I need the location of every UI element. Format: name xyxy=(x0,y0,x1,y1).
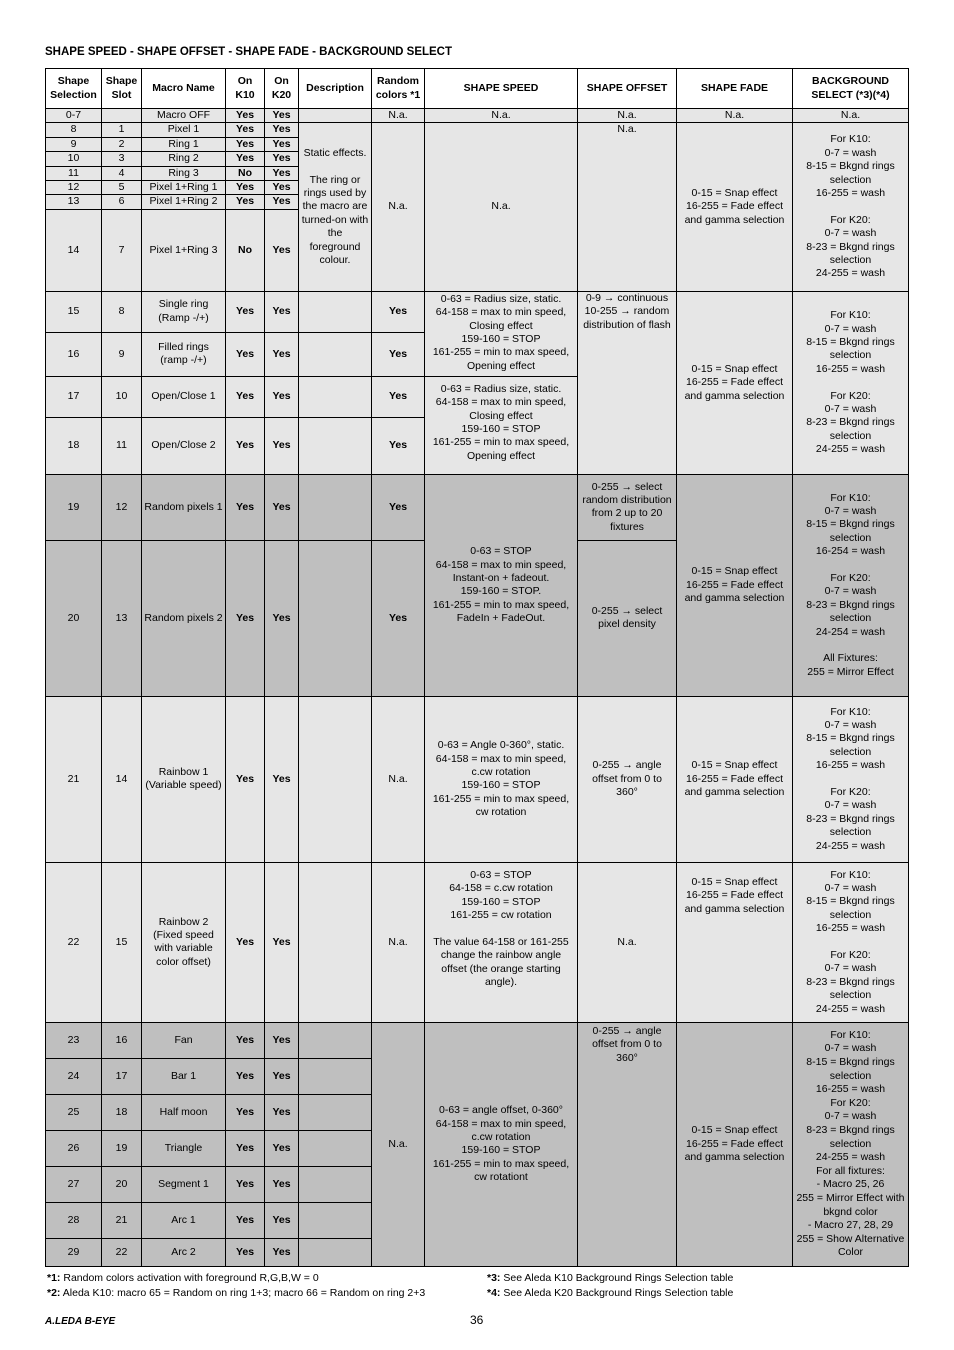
cell-selection: 22 xyxy=(46,862,102,1022)
footnote-text: See Aleda K10 Background Rings Selection table xyxy=(500,1272,734,1284)
cell-selection: 15 xyxy=(46,291,102,332)
cell-shape-fade: N.a. xyxy=(677,109,793,123)
cell-slot: 9 xyxy=(102,332,142,376)
cell-slot: 22 xyxy=(102,1238,142,1266)
cell-macro-name: Open/Close 1 xyxy=(142,376,226,417)
cell-shape-fade: 0-15 = Snap effect 16-255 = Fade effect and gamma selection xyxy=(677,291,793,474)
cell-selection: 19 xyxy=(46,474,102,540)
cell-random-colors: N.a. xyxy=(372,696,425,862)
cell-on-k10: Yes xyxy=(226,123,265,137)
cell-selection: 29 xyxy=(46,1238,102,1266)
cell-on-k20: Yes xyxy=(265,376,299,417)
cell-slot: 10 xyxy=(102,376,142,417)
cell-on-k20: Yes xyxy=(265,540,299,696)
table-row xyxy=(46,291,909,332)
footnote xyxy=(487,1271,733,1286)
cell-on-k10: Yes xyxy=(226,862,265,1022)
header-row xyxy=(46,69,909,109)
cell-shape-fade: 0-15 = Snap effect 16-255 = Fade effect and gamma selection xyxy=(677,123,793,291)
cell-selection: 14 xyxy=(46,209,102,291)
cell-slot: 5 xyxy=(102,181,142,195)
cell-random-colors: N.a. xyxy=(372,109,425,123)
cell-background: For K10: 0-7 = wash 8-15 = Bkgnd rings selection 16-254 = wash For K20: 0-7 = wash 8-23 = Bkgnd rings selection 24-254 = wash All Fixtures: 255 = Mirror Effect xyxy=(793,474,909,696)
cell-on-k20: Yes xyxy=(265,862,299,1022)
cell-slot: 15 xyxy=(102,862,142,1022)
cell-shape-offset: 0-255 → select random distribution from 2 up to 20 fixtures xyxy=(578,474,677,540)
cell-random-colors: N.a. xyxy=(372,1022,425,1266)
cell-slot xyxy=(102,109,142,123)
cell-macro-name: Ring 1 xyxy=(142,137,226,151)
cell-background: For K10: 0-7 = wash 8-15 = Bkgnd rings selection 16-255 = wash For K20: 0-7 = wash 8-23 = Bkgnd rings selection 24-255 = wash xyxy=(793,862,909,1022)
cell-on-k20: Yes xyxy=(265,1130,299,1166)
footnote xyxy=(487,1286,733,1301)
cell-slot: 17 xyxy=(102,1058,142,1094)
footnotes-right xyxy=(487,1271,733,1301)
table-row xyxy=(46,696,909,862)
cell-shape-speed: 0-63 = STOP 64-158 = max to min speed, Instant-on + fadeout. 159-160 = STOP. 161-255 = min to max speed, FadeIn + FadeOut. xyxy=(425,474,578,696)
cell-slot: 13 xyxy=(102,540,142,696)
shape-table xyxy=(45,68,909,1267)
cell-on-k10: Yes xyxy=(226,152,265,166)
cell-slot: 1 xyxy=(102,123,142,137)
cell-selection: 13 xyxy=(46,195,102,209)
cell-shape-offset: N.a. xyxy=(578,123,677,291)
cell-on-k10: Yes xyxy=(226,1238,265,1266)
cell-macro-name: Triangle xyxy=(142,1130,226,1166)
cell-on-k20: Yes xyxy=(265,195,299,209)
cell-shape-speed: 0-63 = Radius size, static. 64-158 = max to min speed, Closing effect 159-160 = STOP 161-255 = min to max speed, Opening effect xyxy=(425,291,578,376)
cell-shape-speed: 0-63 = Radius size, static. 64-158 = max to min speed, Closing effect 159-160 = STOP 161-255 = min to max speed, Opening effect xyxy=(425,376,578,474)
cell-on-k20: Yes xyxy=(265,1058,299,1094)
cell-selection: 28 xyxy=(46,1202,102,1238)
cell-shape-fade: 0-15 = Snap effect 16-255 = Fade effect and gamma selection xyxy=(677,696,793,862)
cell-macro-name: Half moon xyxy=(142,1094,226,1130)
cell-selection: 24 xyxy=(46,1058,102,1094)
cell-on-k20: Yes xyxy=(265,181,299,195)
table-row xyxy=(46,123,909,137)
cell-on-k20: Yes xyxy=(265,166,299,180)
header-cell: On K10 xyxy=(226,69,265,109)
cell-slot: 19 xyxy=(102,1130,142,1166)
cell-macro-name: Open/Close 2 xyxy=(142,417,226,474)
cell-selection: 11 xyxy=(46,166,102,180)
cell-slot: 12 xyxy=(102,474,142,540)
cell-background: For K10: 0-7 = wash 8-15 = Bkgnd rings selection 16-255 = wash For K20: 0-7 = wash 8-23 = Bkgnd rings selection 24-255 = wash For all fixtures: - Macro 25, 26 255 = Mirror Effect with bkgnd color - Macro 27, 28, 29 255 = Show Alternative Color xyxy=(793,1022,909,1266)
cell-description xyxy=(299,1058,372,1094)
cell-macro-name: Pixel 1 xyxy=(142,123,226,137)
cell-description xyxy=(299,1094,372,1130)
header-cell: SHAPE SPEED xyxy=(425,69,578,109)
cell-selection: 21 xyxy=(46,696,102,862)
cell-on-k10: Yes xyxy=(226,1094,265,1130)
cell-macro-name: Pixel 1+Ring 2 xyxy=(142,195,226,209)
footnote-text: See Aleda K20 Background Rings Selection table xyxy=(500,1287,734,1299)
cell-description xyxy=(299,474,372,540)
cell-on-k20: Yes xyxy=(265,474,299,540)
cell-selection: 10 xyxy=(46,152,102,166)
cell-on-k20: Yes xyxy=(265,1238,299,1266)
cell-slot: 14 xyxy=(102,696,142,862)
cell-selection: 25 xyxy=(46,1094,102,1130)
header-cell: Shape Selection xyxy=(46,69,102,109)
cell-selection: 26 xyxy=(46,1130,102,1166)
cell-on-k20: Yes xyxy=(265,209,299,291)
cell-on-k10: Yes xyxy=(226,109,265,123)
cell-slot: 16 xyxy=(102,1022,142,1058)
cell-slot: 18 xyxy=(102,1094,142,1130)
cell-random-colors: Yes xyxy=(372,332,425,376)
cell-background: For K10: 0-7 = wash 8-15 = Bkgnd rings selection 16-255 = wash For K20: 0-7 = wash 8-23 = Bkgnd rings selection 24-255 = wash xyxy=(793,696,909,862)
cell-selection: 18 xyxy=(46,417,102,474)
cell-on-k10: Yes xyxy=(226,181,265,195)
cell-description: Static effects. The ring or rings used by the macro are turned-on with the foreground colour. xyxy=(299,123,372,291)
cell-slot: 8 xyxy=(102,291,142,332)
cell-macro-name: Rainbow 2 (Fixed speed with variable color offset) xyxy=(142,862,226,1022)
cell-on-k20: Yes xyxy=(265,1022,299,1058)
cell-on-k10: Yes xyxy=(226,137,265,151)
table-row xyxy=(46,862,909,1022)
header-cell: Description xyxy=(299,69,372,109)
cell-on-k20: Yes xyxy=(265,1166,299,1202)
cell-macro-name: Random pixels 1 xyxy=(142,474,226,540)
footnote xyxy=(47,1271,425,1286)
footnote-text: Random colors activation with foreground R,G,B,W = 0 xyxy=(60,1272,319,1284)
cell-selection: 20 xyxy=(46,540,102,696)
cell-background: For K10: 0-7 = wash 8-15 = Bkgnd rings selection 16-255 = wash For K20: 0-7 = wash 8-23 = Bkgnd rings selection 24-255 = wash xyxy=(793,291,909,474)
cell-shape-fade: 0-15 = Snap effect 16-255 = Fade effect and gamma selection xyxy=(677,474,793,696)
header-cell: SHAPE FADE xyxy=(677,69,793,109)
cell-background: For K10: 0-7 = wash 8-15 = Bkgnd rings selection 16-255 = wash For K20: 0-7 = wash 8-23 = Bkgnd rings selection 24-255 = wash xyxy=(793,123,909,291)
cell-on-k20: Yes xyxy=(265,332,299,376)
cell-random-colors: Yes xyxy=(372,291,425,332)
cell-slot: 7 xyxy=(102,209,142,291)
cell-on-k10: Yes xyxy=(226,1022,265,1058)
cell-background: N.a. xyxy=(793,109,909,123)
cell-slot: 21 xyxy=(102,1202,142,1238)
page-number: 36 xyxy=(470,1313,484,1327)
cell-description xyxy=(299,1238,372,1266)
footnotes-left xyxy=(47,1271,425,1301)
cell-shape-offset: N.a. xyxy=(578,862,677,1022)
cell-on-k20: Yes xyxy=(265,123,299,137)
cell-macro-name: Filled rings (ramp -/+) xyxy=(142,332,226,376)
cell-shape-speed: 0-63 = Angle 0-360°, static. 64-158 = max to min speed, c.cw rotation 159-160 = STOP 161-255 = min to max speed, cw rotation xyxy=(425,696,578,862)
cell-macro-name: Bar 1 xyxy=(142,1058,226,1094)
cell-selection: 17 xyxy=(46,376,102,417)
table-row xyxy=(46,109,909,123)
cell-description xyxy=(299,1166,372,1202)
cell-description xyxy=(299,1130,372,1166)
cell-random-colors: Yes xyxy=(372,376,425,417)
cell-on-k20: Yes xyxy=(265,1094,299,1130)
cell-selection: 27 xyxy=(46,1166,102,1202)
cell-shape-speed: N.a. xyxy=(425,109,578,123)
header-cell: BACKGROUND SELECT (*3)(*4) xyxy=(793,69,909,109)
cell-on-k20: Yes xyxy=(265,1202,299,1238)
header-cell: SHAPE OFFSET xyxy=(578,69,677,109)
cell-macro-name: Macro OFF xyxy=(142,109,226,123)
cell-selection: 12 xyxy=(46,181,102,195)
cell-on-k10: Yes xyxy=(226,1202,265,1238)
footnote xyxy=(47,1286,425,1301)
cell-description xyxy=(299,109,372,123)
cell-macro-name: Segment 1 xyxy=(142,1166,226,1202)
cell-description xyxy=(299,1022,372,1058)
cell-on-k10: Yes xyxy=(226,540,265,696)
cell-selection: 8 xyxy=(46,123,102,137)
cell-shape-offset: 0-255 → select pixel density xyxy=(578,540,677,696)
cell-macro-name: Ring 2 xyxy=(142,152,226,166)
header-cell: Random colors *1 xyxy=(372,69,425,109)
cell-selection: 16 xyxy=(46,332,102,376)
cell-on-k20: Yes xyxy=(265,109,299,123)
cell-macro-name: Random pixels 2 xyxy=(142,540,226,696)
cell-on-k10: No xyxy=(226,166,265,180)
cell-random-colors: Yes xyxy=(372,417,425,474)
cell-on-k10: Yes xyxy=(226,696,265,862)
cell-selection: 0-7 xyxy=(46,109,102,123)
cell-on-k10: Yes xyxy=(226,1166,265,1202)
cell-slot: 4 xyxy=(102,166,142,180)
cell-macro-name: Rainbow 1 (Variable speed) xyxy=(142,696,226,862)
brand-footer: A.LEDA B-EYE xyxy=(45,1316,116,1327)
cell-shape-offset: N.a. xyxy=(578,109,677,123)
cell-shape-speed: N.a. xyxy=(425,123,578,291)
cell-on-k10: Yes xyxy=(226,1058,265,1094)
cell-on-k20: Yes xyxy=(265,696,299,862)
cell-on-k20: Yes xyxy=(265,137,299,151)
cell-description xyxy=(299,332,372,376)
cell-macro-name: Pixel 1+Ring 1 xyxy=(142,181,226,195)
cell-macro-name: Arc 1 xyxy=(142,1202,226,1238)
table-row xyxy=(46,474,909,540)
cell-macro-name: Pixel 1+Ring 3 xyxy=(142,209,226,291)
cell-on-k10: No xyxy=(226,209,265,291)
cell-shape-speed: 0-63 = STOP 64-158 = c.cw rotation 159-160 = STOP 161-255 = cw rotation The value 64-158 or 161-255 change the rainbow angle offset (the orange starting angle). xyxy=(425,862,578,1022)
cell-selection: 23 xyxy=(46,1022,102,1058)
cell-slot: 11 xyxy=(102,417,142,474)
cell-random-colors: Yes xyxy=(372,540,425,696)
header-cell: Shape Slot xyxy=(102,69,142,109)
cell-on-k10: Yes xyxy=(226,1130,265,1166)
page-title: SHAPE SPEED - SHAPE OFFSET - SHAPE FADE - BACKGROUND SELECT xyxy=(45,46,453,58)
footnote-key: *2: xyxy=(47,1287,61,1299)
cell-on-k20: Yes xyxy=(265,152,299,166)
cell-shape-offset: 0-255 → angle offset from 0 to 360° xyxy=(578,1022,677,1266)
cell-slot: 6 xyxy=(102,195,142,209)
cell-macro-name: Fan xyxy=(142,1022,226,1058)
cell-on-k10: Yes xyxy=(226,474,265,540)
footnote-text: Aleda K10: macro 65 = Random on ring 1+3; macro 66 = Random on ring 2+3 xyxy=(60,1287,426,1299)
cell-description xyxy=(299,1202,372,1238)
cell-slot: 2 xyxy=(102,137,142,151)
cell-shape-offset: 0-255 → angle offset from 0 to 360° xyxy=(578,696,677,862)
cell-selection: 9 xyxy=(46,137,102,151)
header-cell: Macro Name xyxy=(142,69,226,109)
cell-description xyxy=(299,862,372,1022)
table-row xyxy=(46,1022,909,1058)
cell-macro-name: Arc 2 xyxy=(142,1238,226,1266)
cell-macro-name: Single ring (Ramp -/+) xyxy=(142,291,226,332)
footnote-key: *1: xyxy=(47,1272,61,1284)
cell-description xyxy=(299,376,372,417)
cell-description xyxy=(299,540,372,696)
cell-description xyxy=(299,696,372,862)
cell-on-k10: Yes xyxy=(226,332,265,376)
cell-slot: 3 xyxy=(102,152,142,166)
cell-shape-offset: 0-9 → continuous 10-255 → random distribution of flash xyxy=(578,291,677,474)
cell-slot: 20 xyxy=(102,1166,142,1202)
cell-shape-fade: 0-15 = Snap effect 16-255 = Fade effect and gamma selection xyxy=(677,862,793,1022)
cell-on-k20: Yes xyxy=(265,291,299,332)
cell-on-k10: Yes xyxy=(226,417,265,474)
cell-random-colors: N.a. xyxy=(372,123,425,291)
cell-on-k10: Yes xyxy=(226,291,265,332)
cell-random-colors: N.a. xyxy=(372,862,425,1022)
cell-on-k10: Yes xyxy=(226,376,265,417)
footnote-key: *4: xyxy=(487,1287,501,1299)
cell-shape-speed: 0-63 = angle offset, 0-360° 64-158 = max to min speed, c.cw rotation 159-160 = STOP 161-255 = min to max speed, cw rotationt xyxy=(425,1022,578,1266)
cell-random-colors: Yes xyxy=(372,474,425,540)
cell-description xyxy=(299,291,372,332)
cell-on-k20: Yes xyxy=(265,417,299,474)
header-cell: On K20 xyxy=(265,69,299,109)
footnote-key: *3: xyxy=(487,1272,501,1284)
cell-shape-fade: 0-15 = Snap effect 16-255 = Fade effect and gamma selection xyxy=(677,1022,793,1266)
cell-macro-name: Ring 3 xyxy=(142,166,226,180)
cell-description xyxy=(299,417,372,474)
cell-on-k10: Yes xyxy=(226,195,265,209)
